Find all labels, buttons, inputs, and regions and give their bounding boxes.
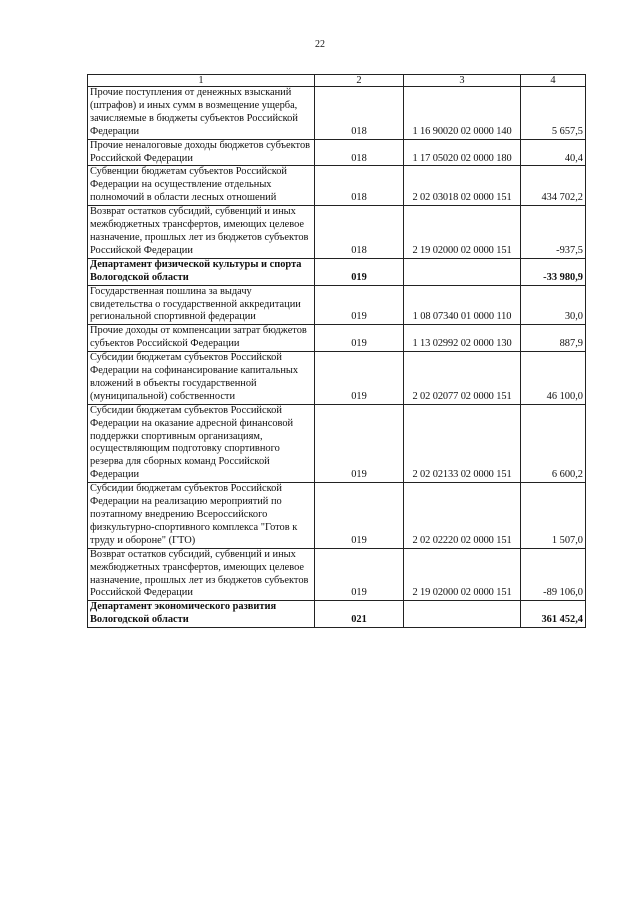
row-code-cell: 2 02 02133 02 0000 151 [404, 404, 521, 482]
table-row [88, 404, 586, 482]
row-sum-cell: 6 600,2 [521, 404, 586, 482]
row-name-cell: Возврат остатков субсидий, субвенций и иных межбюджетных трансфертов, имеющих целевое назначение, прошлых лет из бюджетов субъектов Российской Федерации [88, 206, 315, 259]
row-sum-cell: 30,0 [521, 285, 586, 325]
row-gr-cell: 018 [315, 87, 404, 140]
row-gr-cell: 019 [315, 352, 404, 405]
row-code-cell [404, 258, 521, 285]
table-row [88, 166, 586, 206]
row-gr-cell: 019 [315, 404, 404, 482]
column-header-1: 1 [88, 75, 315, 87]
row-gr-cell: 018 [315, 206, 404, 259]
department-total-row [88, 601, 586, 628]
table-row [88, 325, 586, 352]
table-row [88, 139, 586, 166]
row-code-cell [404, 601, 521, 628]
table-header-row [88, 75, 586, 87]
department-total-row [88, 258, 586, 285]
row-sum-cell: 5 657,5 [521, 87, 586, 140]
row-sum-cell: 1 507,0 [521, 483, 586, 549]
row-name-cell: Департамент экономического развития Вологодской области [88, 601, 315, 628]
row-name-cell: Прочие неналоговые доходы бюджетов субъектов Российской Федерации [88, 139, 315, 166]
row-sum-cell: 361 452,4 [521, 601, 586, 628]
row-code-cell: 1 13 02992 02 0000 130 [404, 325, 521, 352]
table-row [88, 548, 586, 601]
row-code-cell: 2 02 02077 02 0000 151 [404, 352, 521, 405]
column-header-4: 4 [521, 75, 586, 87]
page-number: 22 [315, 39, 325, 50]
row-code-cell: 2 19 02000 02 0000 151 [404, 206, 521, 259]
row-sum-cell: 434 702,2 [521, 166, 586, 206]
row-sum-cell: -33 980,9 [521, 258, 586, 285]
table-row [88, 483, 586, 549]
row-gr-cell: 019 [315, 325, 404, 352]
table-row [88, 285, 586, 325]
row-sum-cell: 887,9 [521, 325, 586, 352]
column-header-2: 2 [315, 75, 404, 87]
column-header-3: 3 [404, 75, 521, 87]
row-name-cell: Возврат остатков субсидий, субвенций и иных межбюджетных трансфертов, имеющих целевое назначение, прошлых лет из бюджетов субъектов Российской Федерации [88, 548, 315, 601]
row-gr-cell: 019 [315, 548, 404, 601]
row-name-cell: Субсидии бюджетам субъектов Российской Федерации на оказание адресной финансовой поддержки спортивным организациям, осуществляющим подготовку спортивного резерва для сборных команд Российской Федерации [88, 404, 315, 482]
table-row [88, 352, 586, 405]
row-gr-cell: 018 [315, 139, 404, 166]
row-name-cell: Прочие поступления от денежных взысканий (штрафов) и иных сумм в возмещение ущерба, зачисляемые в бюджеты субъектов Российской Федерации [88, 87, 315, 140]
row-name-cell: Департамент физической культуры и спорта Вологодской области [88, 258, 315, 285]
row-code-cell: 2 19 02000 02 0000 151 [404, 548, 521, 601]
row-gr-cell: 021 [315, 601, 404, 628]
row-name-cell: Прочие доходы от компенсации затрат бюджетов субъектов Российской Федерации [88, 325, 315, 352]
row-gr-cell: 019 [315, 483, 404, 549]
revenue-table [87, 74, 586, 628]
row-gr-cell: 018 [315, 166, 404, 206]
row-name-cell: Субвенции бюджетам субъектов Российской Федерации на осуществление отдельных полномочий в области лесных отношений [88, 166, 315, 206]
row-sum-cell: 46 100,0 [521, 352, 586, 405]
row-name-cell: Субсидии бюджетам субъектов Российской Федерации на реализацию мероприятий по поэтапному внедрению Всероссийского физкультурно-спортивного комплекса "Готов к труду и обороне" (ГТО) [88, 483, 315, 549]
row-code-cell: 1 08 07340 01 0000 110 [404, 285, 521, 325]
row-sum-cell: -89 106,0 [521, 548, 586, 601]
row-sum-cell: -937,5 [521, 206, 586, 259]
row-code-cell: 1 16 90020 02 0000 140 [404, 87, 521, 140]
row-gr-cell: 019 [315, 258, 404, 285]
table-row [88, 87, 586, 140]
row-name-cell: Субсидии бюджетам субъектов Российской Федерации на софинансирование капитальных вложений в объекты государственной (муниципальной) собственности [88, 352, 315, 405]
row-code-cell: 2 02 02220 02 0000 151 [404, 483, 521, 549]
row-code-cell: 2 02 03018 02 0000 151 [404, 166, 521, 206]
row-sum-cell: 40,4 [521, 139, 586, 166]
row-code-cell: 1 17 05020 02 0000 180 [404, 139, 521, 166]
row-name-cell: Государственная пошлина за выдачу свидетельства о государственной аккредитации региональной спортивной федерации [88, 285, 315, 325]
table-row [88, 206, 586, 259]
row-gr-cell: 019 [315, 285, 404, 325]
